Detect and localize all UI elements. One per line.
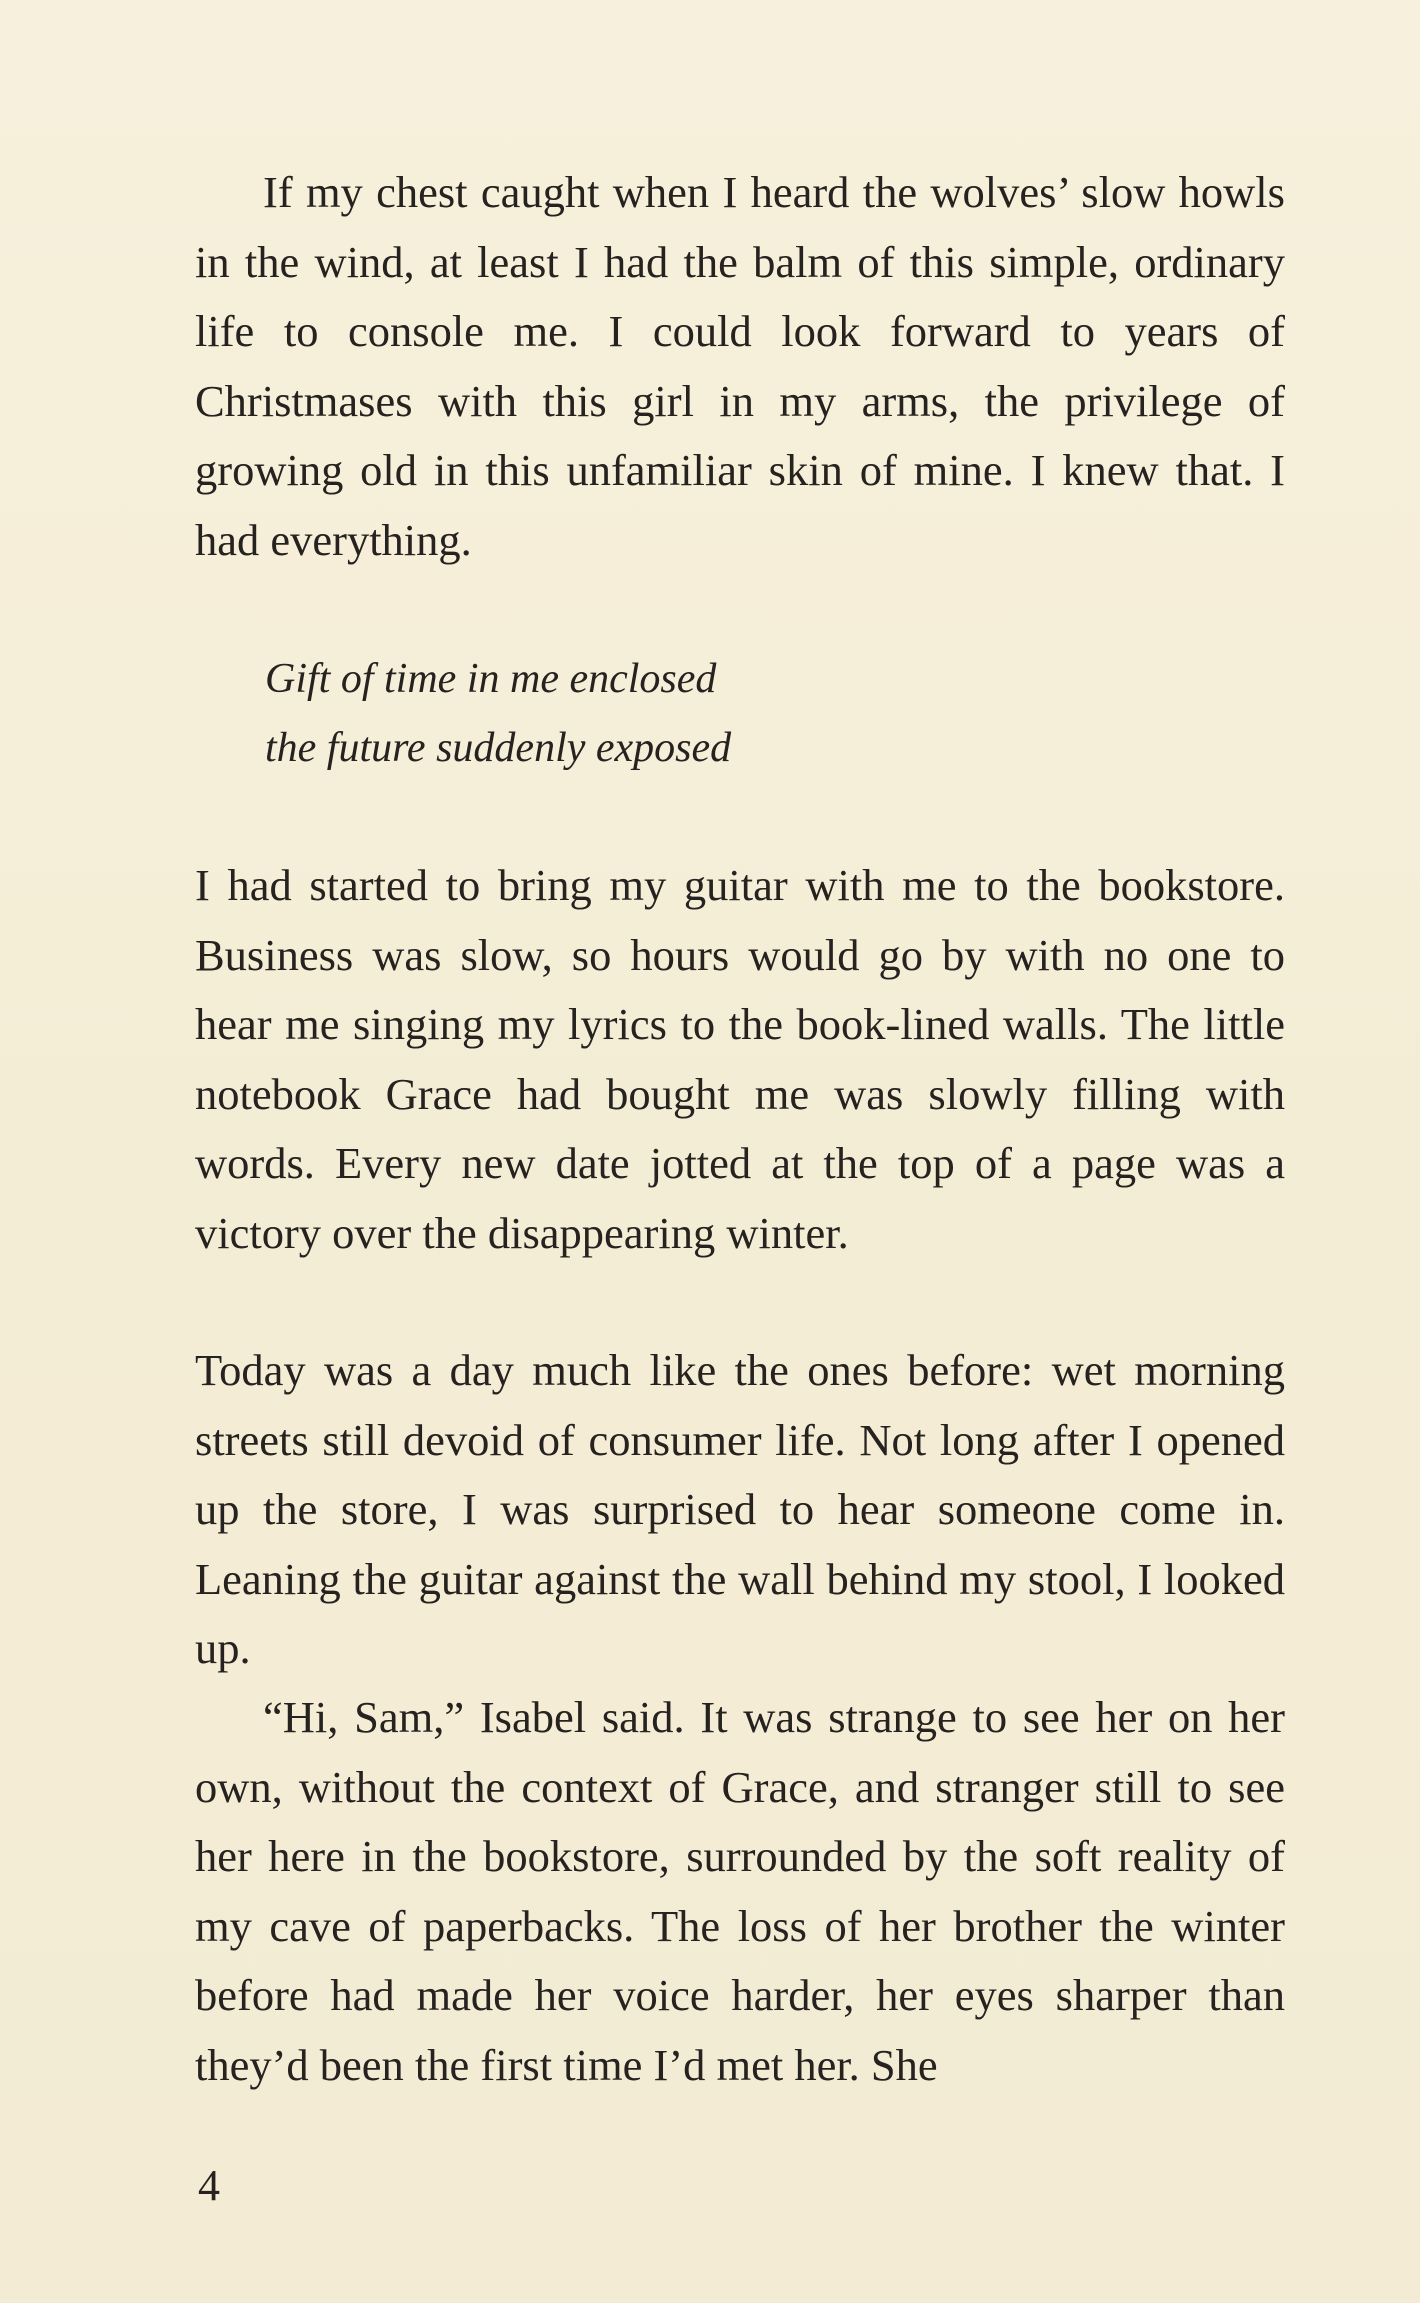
page-number: 4 xyxy=(198,2161,220,2210)
italic-verse xyxy=(265,645,731,783)
paragraph-today: Today was a day much like the ones before: wet morning streets still devoid of consumer life. Not long after I opened up the store, I was surprised to hear someone come in. Leaning the guitar against the wall behind my stool, I looked up. xyxy=(195,1345,1285,1673)
verse-line-1: Gift of time in me enclosed xyxy=(265,656,717,702)
paragraph-opening: If my chest caught when I heard the wolves’ slow howls in the wind, at least I had the balm of this simple, ordinary life to console me. I could look forward to years of Christmases with this girl in my arms, the privilege of growing old in this unfamiliar skin of mine. I knew that. I had everything. xyxy=(195,167,1285,565)
paragraph-isabel: “Hi, Sam,” Isabel said. It was strange to see her on her own, without the context of Grace, and stranger still to see her here in the bookstore, surrounded by the soft reality of my cave of paperbacks. The loss of her brother the winter before had made her voice harder, her eyes sharper than they’d been the first time I’d met her. She xyxy=(195,1692,1285,2090)
paragraph-bookstore: I had started to bring my guitar with me to the bookstore. Business was slow, so hours would go by with no one to hear me singing my lyrics to the book-lined walls. The little notebook Grace had bought me was slowly filling with words. Every new date jotted at the top of a page was a victory over the disappearing winter. xyxy=(195,860,1285,1258)
verse-line-2: the future suddenly exposed xyxy=(265,725,732,771)
